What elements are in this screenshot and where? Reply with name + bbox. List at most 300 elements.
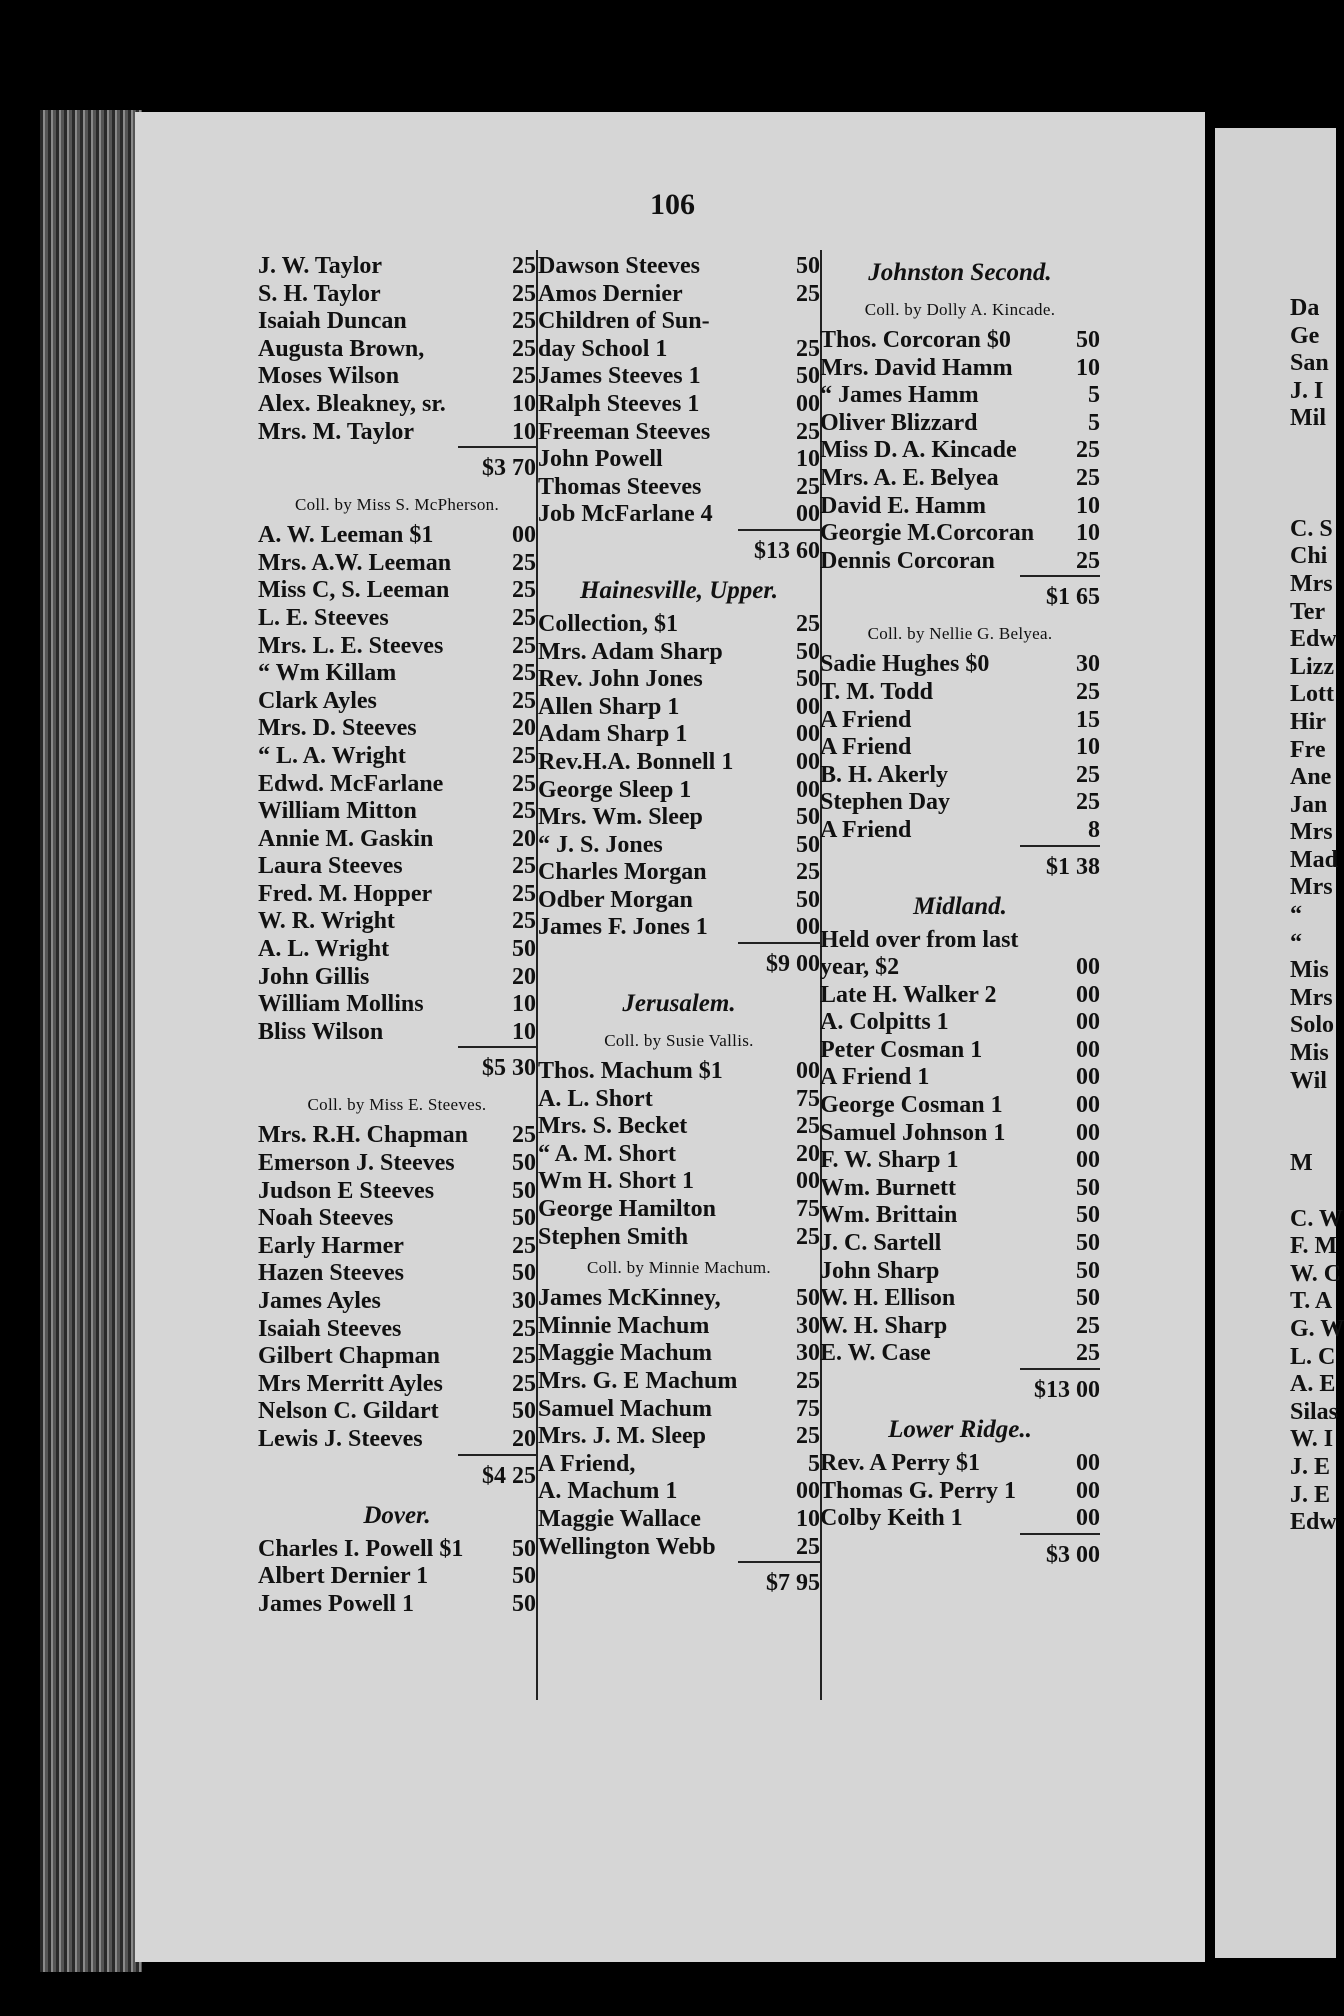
fragment-line: Edw — [1290, 626, 1337, 653]
fragment-line: J. E — [1290, 1481, 1331, 1508]
entry-name: Isaiah Duncan — [258, 308, 407, 335]
entry-name: W. H. Ellison — [820, 1285, 956, 1312]
section-heading: Lower Ridge.. — [888, 1416, 1032, 1443]
entry-amount: 50 — [512, 936, 536, 963]
list-entry — [538, 281, 820, 309]
list-entry — [820, 1340, 1100, 1368]
fragment-line: A. E — [1290, 1371, 1336, 1398]
entry-name: Albert Dernier 1 — [258, 1563, 429, 1590]
list-entry — [258, 577, 536, 605]
list-entry — [538, 804, 820, 832]
entry-amount: 00 — [796, 693, 820, 720]
entry-name: Held over from last — [820, 926, 1019, 953]
entry-amount: 30 — [1076, 651, 1100, 678]
list-entry — [538, 446, 820, 474]
list-entry — [820, 548, 1100, 576]
entry-name: Mrs. David Hamm — [820, 354, 1013, 381]
entry-amount: 25 — [512, 1343, 536, 1370]
entry-name: Children of Sun- — [538, 308, 710, 335]
entry-name: A Friend 1 — [820, 1064, 930, 1091]
entry-name: Noah Steeves — [258, 1205, 394, 1232]
list-entry — [258, 605, 536, 633]
entry-amount: 50 — [512, 1205, 536, 1232]
entry-amount: 50 — [796, 638, 820, 665]
subtotal: $13 60 — [738, 529, 820, 571]
list-entry — [258, 336, 536, 364]
list-entry — [538, 1285, 820, 1313]
list-entry — [820, 1258, 1100, 1286]
entry-amount: 25 — [512, 687, 536, 714]
subtotal: $1 65 — [1020, 575, 1100, 617]
entry-name: Amos Dernier — [538, 280, 683, 307]
fragment-line: T. A — [1290, 1288, 1333, 1315]
entry-name: James Ayles — [258, 1288, 381, 1314]
collector-line: Coll. by Nellie G. Belyea. — [867, 624, 1053, 644]
fragment-line: W. C — [1290, 1260, 1342, 1287]
entry-amount: 5 — [808, 1450, 820, 1477]
entry-amount: 25 — [512, 660, 536, 687]
entry-amount: 8 — [1088, 816, 1100, 843]
fragment-line: G. W — [1290, 1315, 1344, 1342]
subtotal: $9 00 — [738, 942, 820, 984]
fragment-line: J. E — [1290, 1453, 1331, 1480]
entry-amount: 00 — [796, 914, 820, 941]
list-entry — [538, 363, 820, 391]
subtotal: $4 25 — [458, 1454, 536, 1496]
fragment-line: L. C — [1290, 1343, 1336, 1370]
entry-name: A. W. Leeman $1 — [258, 522, 434, 549]
entry-name: Wm H. Short 1 — [538, 1168, 694, 1195]
entry-name: George Sleep 1 — [538, 776, 692, 803]
entry-name: Mrs. G. E Machum — [538, 1368, 738, 1394]
list-entry — [538, 914, 820, 942]
list-entry — [258, 743, 536, 771]
list-entry — [258, 308, 536, 336]
entry-amount: 25 — [796, 610, 820, 637]
entry-amount: 25 — [1076, 1340, 1100, 1367]
entry-name: Isaiah Steeves — [258, 1315, 402, 1342]
entry-name: Oliver Blizzard — [820, 409, 978, 436]
list-entry — [820, 1009, 1100, 1037]
entry-name: T. M. Todd — [820, 678, 933, 705]
entry-amount: 75 — [796, 1196, 820, 1223]
entry-name: A. L. Short — [538, 1085, 653, 1112]
list-entry — [258, 633, 536, 661]
adjacent-page-fragment — [1290, 295, 1344, 1537]
fragment-line: Wil — [1290, 1067, 1327, 1094]
entry-name: W. H. Sharp — [820, 1312, 948, 1339]
list-entry — [258, 964, 536, 992]
list-entry — [820, 1230, 1100, 1258]
list-entry — [258, 881, 536, 909]
fragment-line: Edw — [1290, 1509, 1337, 1536]
collector-line: Coll. by Miss S. McPherson. — [294, 495, 500, 515]
entry-name: William Mitton — [258, 798, 417, 825]
list-entry — [820, 1175, 1100, 1203]
fragment-line: C. W — [1290, 1205, 1343, 1232]
list-entry — [538, 1423, 820, 1451]
list-entry — [820, 327, 1100, 355]
entry-amount: 25 — [512, 742, 536, 769]
fragment-line: Silas — [1290, 1398, 1339, 1425]
fragment-line: F. M — [1290, 1233, 1338, 1260]
entry-name: Nelson C. Gildart — [258, 1398, 439, 1425]
list-entry — [820, 1120, 1100, 1148]
entry-name: Fred. M. Hopper — [258, 880, 433, 907]
list-entry — [258, 798, 536, 826]
list-entry — [258, 1563, 536, 1591]
list-entry — [258, 1288, 536, 1316]
entry-name: Laura Steeves — [258, 853, 403, 880]
entry-amount: 50 — [512, 1398, 536, 1425]
entry-amount: 25 — [512, 549, 536, 576]
entry-name: Mrs. J. M. Sleep — [538, 1423, 706, 1450]
list-entry — [820, 465, 1100, 493]
entry-name: J. W. Taylor — [258, 253, 383, 279]
section-heading: Dover. — [363, 1501, 431, 1529]
collector-line: Coll. by Minnie Machum. — [587, 1258, 771, 1278]
entry-name: Odber Morgan — [538, 886, 693, 913]
entry-name: Wm. Burnett — [820, 1174, 956, 1201]
entry-name: Freeman Steeves — [538, 418, 711, 445]
fragment-line — [1290, 1178, 1344, 1206]
fragment-line — [1290, 488, 1344, 516]
entry-name: W. R. Wright — [258, 908, 395, 935]
entry-name: Colby Keith 1 — [820, 1505, 963, 1532]
entry-name: Charles Morgan — [538, 859, 707, 886]
fragment-line: M — [1290, 1150, 1313, 1177]
fragment-line — [1290, 461, 1344, 489]
list-entry — [538, 749, 820, 777]
entry-amount: 25 — [1076, 464, 1100, 491]
list-entry — [820, 1313, 1100, 1341]
entry-name: B. H. Akerly — [820, 761, 949, 788]
entry-name: Hazen Steeves — [258, 1260, 404, 1287]
entry-name: Wm. Brittain — [820, 1202, 958, 1229]
entry-name: “ James Hamm — [820, 382, 979, 409]
entry-amount: 25 — [796, 335, 820, 362]
fragment-line: Lott — [1290, 681, 1334, 708]
entry-name: Georgie M.Corcoran — [820, 520, 1035, 547]
entry-amount: 10 — [1076, 354, 1100, 381]
list-entry — [820, 1147, 1100, 1175]
list-entry — [258, 853, 536, 881]
list-entry — [258, 419, 536, 447]
fragment-line — [1290, 433, 1344, 461]
list-entry — [538, 1141, 820, 1169]
entry-amount: 50 — [512, 1563, 536, 1590]
fragment-line: “ — [1290, 929, 1302, 956]
list-entry — [538, 1340, 820, 1368]
entry-amount: 50 — [796, 804, 820, 831]
list-entry — [820, 762, 1100, 790]
entry-amount: 00 — [1076, 1477, 1100, 1504]
list-entry — [538, 887, 820, 915]
list-entry — [538, 253, 820, 281]
section-heading: Hainesville, Upper. — [580, 576, 778, 604]
entry-name: Gilbert Chapman — [258, 1343, 441, 1370]
list-entry — [820, 982, 1100, 1010]
list-entry — [258, 391, 536, 419]
entry-name: Thos. Corcoran $0 — [820, 327, 1011, 353]
list-entry — [258, 522, 536, 550]
entry-name: Moses Wilson — [258, 363, 400, 390]
entry-name: A Friend, — [538, 1450, 636, 1477]
list-entry — [820, 954, 1100, 982]
fragment-line: Jan — [1290, 791, 1328, 818]
entry-name: John Gillis — [258, 963, 370, 990]
list-entry — [538, 308, 820, 336]
list-entry — [538, 474, 820, 502]
entry-amount: 25 — [512, 853, 536, 880]
entry-name: James F. Jones 1 — [538, 914, 708, 941]
list-entry — [258, 1019, 536, 1047]
list-entry — [820, 651, 1100, 679]
column-1 — [258, 253, 536, 1618]
entry-name: Allen Sharp 1 — [538, 693, 680, 720]
entry-amount: 00 — [1076, 1147, 1100, 1174]
list-entry — [538, 419, 820, 447]
entry-name: “ Wm Killam — [258, 660, 397, 687]
entry-name: A. Machum 1 — [538, 1478, 678, 1505]
entry-name: Job McFarlane 4 — [538, 501, 713, 528]
fragment-line: Hir — [1290, 708, 1326, 735]
entry-name: day School 1 — [538, 335, 668, 362]
list-entry — [820, 1092, 1100, 1120]
entry-name: Clark Ayles — [258, 687, 377, 714]
entry-amount: 25 — [512, 1232, 536, 1259]
collector-line: Coll. by Miss E. Steeves. — [307, 1095, 487, 1115]
entry-amount: 25 — [1076, 437, 1100, 464]
entry-name: A Friend — [820, 734, 912, 761]
entry-amount: 00 — [796, 1478, 820, 1505]
fragment-line: Mis — [1290, 957, 1329, 984]
entry-amount: 00 — [1076, 954, 1100, 981]
entry-amount: 00 — [1076, 1009, 1100, 1036]
entry-name: David E. Hamm — [820, 492, 987, 519]
list-entry — [258, 991, 536, 1019]
entry-name: A Friend — [820, 816, 912, 843]
list-entry — [820, 437, 1100, 465]
list-entry — [538, 1368, 820, 1396]
entry-amount: 25 — [1076, 547, 1100, 574]
entry-amount: 00 — [1076, 1119, 1100, 1146]
entry-amount: 00 — [796, 748, 820, 775]
entry-amount: 25 — [796, 1423, 820, 1450]
list-entry — [538, 1113, 820, 1141]
entry-name: Annie M. Gaskin — [258, 825, 434, 852]
fragment-line: Mrs — [1290, 570, 1333, 597]
list-entry — [538, 1086, 820, 1114]
fragment-line: Mis — [1290, 1040, 1329, 1067]
entry-amount: 25 — [796, 280, 820, 307]
entry-amount: 25 — [1076, 678, 1100, 705]
list-entry — [820, 927, 1100, 955]
list-entry — [258, 1398, 536, 1426]
entry-amount: 50 — [512, 1535, 536, 1562]
fragment-line: W. I — [1290, 1426, 1334, 1453]
subtotal: $3 00 — [1020, 1533, 1100, 1575]
entry-amount: 50 — [796, 253, 820, 279]
entry-amount: 30 — [796, 1312, 820, 1339]
list-entry — [820, 789, 1100, 817]
list-entry — [820, 1450, 1100, 1478]
list-entry — [538, 1313, 820, 1341]
entry-name: Thomas Steeves — [538, 473, 702, 500]
entry-name: George Cosman 1 — [820, 1092, 1003, 1119]
list-entry — [258, 1205, 536, 1233]
entry-name: Samuel Machum — [538, 1395, 712, 1422]
column-3 — [820, 253, 1100, 1575]
entry-amount: 5 — [1088, 382, 1100, 409]
entry-amount: 25 — [512, 363, 536, 390]
list-entry — [258, 1260, 536, 1288]
entry-name: Dawson Steeves — [538, 253, 700, 279]
list-entry — [820, 817, 1100, 845]
fragment-line: San — [1290, 350, 1329, 377]
entry-name: Minnie Machum — [538, 1312, 710, 1339]
list-entry — [538, 391, 820, 419]
entry-amount: 00 — [1076, 1092, 1100, 1119]
fragment-line: Mad — [1290, 846, 1338, 873]
entry-amount: 50 — [1076, 1230, 1100, 1257]
entry-name: Mrs. Adam Sharp — [538, 638, 723, 665]
entry-name: Rev. A Perry $1 — [820, 1450, 980, 1476]
entry-amount: 00 — [796, 1058, 820, 1085]
subtotal: $3 70 — [458, 446, 536, 488]
entry-amount: 25 — [512, 1315, 536, 1342]
entry-name: Ralph Steeves 1 — [538, 390, 700, 417]
entry-name: S. H. Taylor — [258, 280, 381, 307]
entry-name: A Friend — [820, 706, 912, 733]
entry-amount: 25 — [512, 908, 536, 935]
entry-amount: 20 — [512, 715, 536, 742]
entry-name: James Powell 1 — [258, 1590, 414, 1617]
entry-name: William Mollins — [258, 991, 424, 1018]
list-entry — [538, 1224, 820, 1252]
entry-amount: 10 — [1076, 734, 1100, 761]
entry-name: Mrs. R.H. Chapman — [258, 1122, 469, 1149]
list-entry — [538, 1196, 820, 1224]
list-entry — [820, 707, 1100, 735]
fragment-line: Ter — [1290, 598, 1326, 625]
entry-amount: 50 — [1076, 1257, 1100, 1284]
entry-name: Early Harmer — [258, 1232, 404, 1259]
entry-amount: 25 — [796, 418, 820, 445]
section-heading: Midland. — [913, 892, 1007, 920]
fragment-line: Chi — [1290, 543, 1328, 570]
entry-name: Dennis Corcoran — [820, 547, 995, 574]
entry-amount: 50 — [796, 886, 820, 913]
entry-amount: 25 — [796, 1113, 820, 1140]
entry-name: Judson E Steeves — [258, 1177, 435, 1204]
entry-name: J. C. Sartell — [820, 1230, 942, 1257]
entry-amount: 25 — [796, 1223, 820, 1250]
entry-amount: 25 — [512, 880, 536, 907]
list-entry — [538, 694, 820, 722]
entry-amount: 25 — [512, 632, 536, 659]
list-entry — [258, 281, 536, 309]
entry-name: A. L. Wright — [258, 936, 390, 963]
list-entry — [258, 660, 536, 688]
entry-amount: 25 — [1076, 761, 1100, 788]
entry-amount: 5 — [1088, 409, 1100, 436]
list-entry — [258, 253, 536, 281]
fragment-line: “ — [1290, 902, 1302, 929]
list-entry — [820, 1285, 1100, 1313]
fragment-line: Mrs — [1290, 819, 1333, 846]
list-entry — [538, 832, 820, 860]
list-entry — [820, 493, 1100, 521]
entry-name: Peter Cosman 1 — [820, 1036, 983, 1063]
column-2 — [538, 253, 820, 1603]
fragment-line: Mrs — [1290, 874, 1333, 901]
entry-amount: 50 — [512, 1177, 536, 1204]
entry-amount: 10 — [512, 390, 536, 417]
fragment-line — [1290, 1123, 1344, 1151]
entry-name: “ J. S. Jones — [538, 831, 663, 858]
entry-amount: 10 — [512, 418, 536, 445]
fragment-line: J. I — [1290, 377, 1324, 404]
entry-amount: 30 — [796, 1340, 820, 1367]
entry-name: Wellington Webb — [538, 1533, 716, 1560]
entry-amount: 25 — [512, 1370, 536, 1397]
list-entry — [258, 363, 536, 391]
entry-name: James McKinney, — [538, 1285, 721, 1312]
list-entry — [538, 1478, 820, 1506]
entry-name: Samuel Johnson 1 — [820, 1119, 1006, 1146]
entry-name: Edwd. McFarlane — [258, 770, 444, 797]
entry-amount: 25 — [1076, 1312, 1100, 1339]
entry-name: Thos. Machum $1 — [538, 1058, 723, 1085]
entry-name: Mrs. A.W. Leeman — [258, 549, 452, 576]
subtotal: $7 95 — [738, 1561, 820, 1603]
entry-amount: 25 — [512, 604, 536, 631]
entry-name: Mrs. A. E. Belyea — [820, 464, 999, 491]
entry-name: E. W. Case — [820, 1340, 931, 1367]
entry-name: F. W. Sharp 1 — [820, 1147, 959, 1174]
subtotal: $13 00 — [1020, 1368, 1100, 1410]
list-entry — [538, 666, 820, 694]
list-entry — [820, 1478, 1100, 1506]
entry-amount: 00 — [796, 776, 820, 803]
entry-name: James Steeves 1 — [538, 363, 701, 390]
subtotal: $5 30 — [458, 1046, 536, 1088]
entry-name: Mrs. S. Becket — [538, 1113, 688, 1140]
entry-name: John Powell — [538, 446, 663, 473]
entry-name: Bliss Wilson — [258, 1018, 384, 1045]
entry-amount: 25 — [512, 335, 536, 362]
entry-amount: 25 — [796, 1533, 820, 1560]
entry-amount: 10 — [796, 446, 820, 473]
list-entry — [538, 1058, 820, 1086]
list-entry — [820, 1202, 1100, 1230]
entry-amount: 00 — [1076, 1505, 1100, 1532]
entry-name: Stephen Day — [820, 789, 951, 816]
entry-amount: 50 — [1076, 327, 1100, 353]
entry-amount: 10 — [512, 991, 536, 1018]
entry-amount: 50 — [1076, 1285, 1100, 1312]
entry-amount: 00 — [796, 721, 820, 748]
list-entry — [538, 1396, 820, 1424]
list-entry — [820, 1505, 1100, 1533]
list-entry — [820, 410, 1100, 438]
entry-amount: 25 — [512, 798, 536, 825]
list-entry — [258, 826, 536, 854]
entry-amount: 25 — [512, 770, 536, 797]
list-entry — [820, 679, 1100, 707]
entry-name: “ A. M. Short — [538, 1140, 676, 1167]
